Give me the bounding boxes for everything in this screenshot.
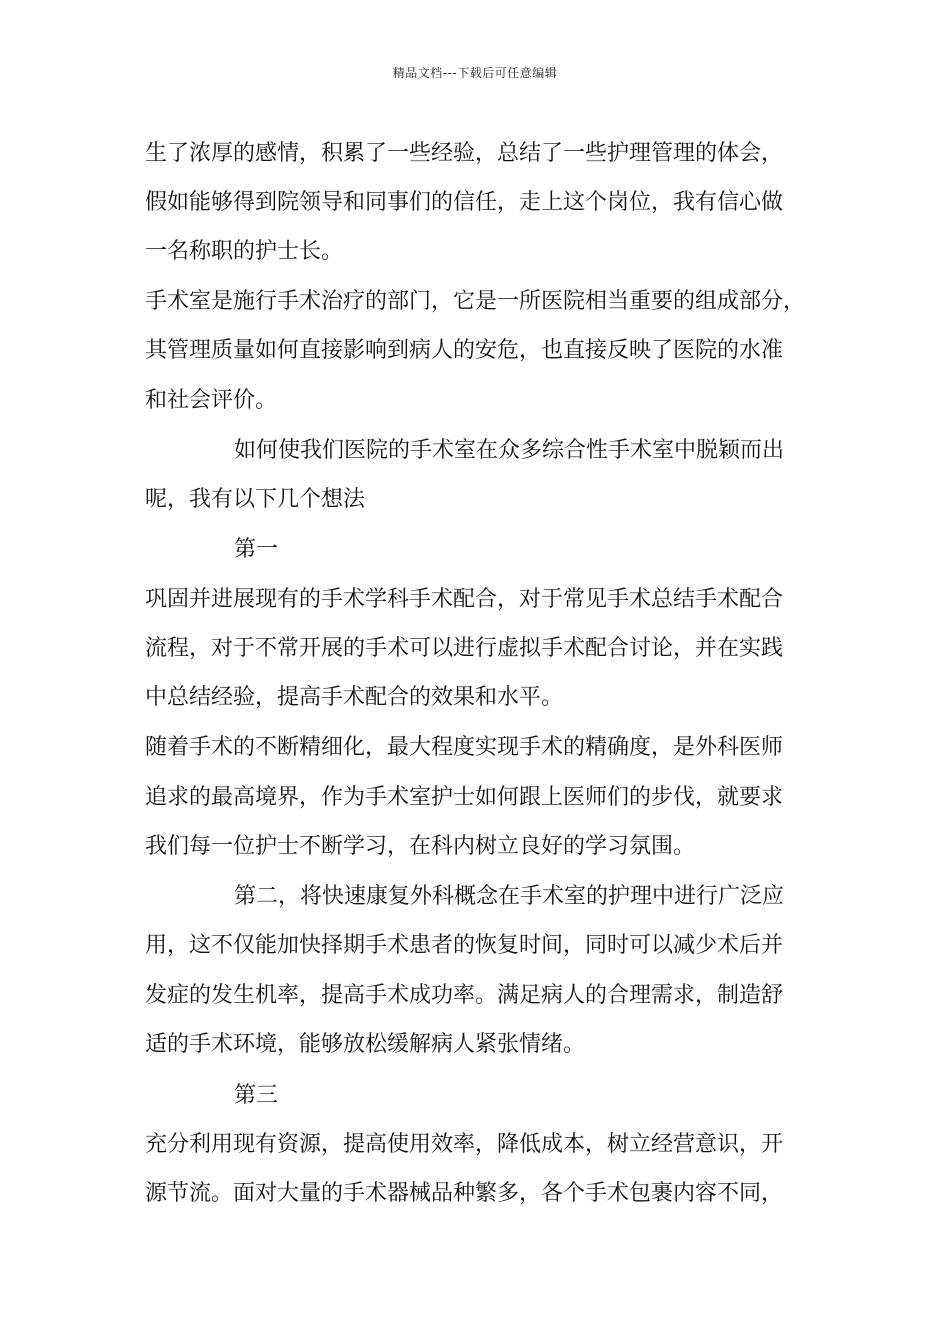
- body-line: 生了浓厚的感情，积累了一些经验，总结了一些护理管理的体会，: [145, 141, 784, 166]
- body-line: 用，这不仅能加快择期手术患者的恢复时间，同时可以减少术后并: [145, 933, 784, 958]
- body-line: 充分利用现有资源，提高使用效率，降低成本，树立经营意识，开: [145, 1132, 784, 1157]
- body-line: 巩固并进展现有的手术学科手术配合，对于常见手术总结手术配合: [145, 587, 784, 612]
- body-line: 随着手术的不断精细化，最大程度实现手术的精确度，是外科医师: [145, 735, 784, 760]
- body-line: 流程，对于不常开展的手术可以进行虚拟手术配合讨论，并在实践: [145, 636, 784, 661]
- body-line: 源节流。面对大量的手术器械品种繁多，各个手术包裹内容不同，: [145, 1181, 784, 1206]
- section-heading: 第一: [234, 537, 279, 562]
- body-line: 适的手术环境，能够放松缓解病人紧张情绪。: [145, 1032, 586, 1057]
- body-line: 假如能够得到院领导和同事们的信任，走上这个岗位，我有信心做: [145, 190, 784, 215]
- body-line: 如何使我们医院的手术室在众多综合性手术室中脱颖而出: [234, 438, 785, 463]
- body-line: 第二，将快速康复外科概念在手术室的护理中进行广泛应: [234, 884, 785, 909]
- body-line: 其管理质量如何直接影响到病人的安危，也直接反映了医院的水准: [145, 338, 784, 363]
- body-line: 发症的发生机率，提高手术成功率。满足病人的合理需求，制造舒: [145, 983, 784, 1008]
- page-header: 精品文档---下载后可任意编辑: [392, 66, 558, 80]
- body-line: 追求的最高境界，作为手术室护士如何跟上医师们的步伐，就要求: [145, 785, 784, 810]
- body-line: 和社会评价。: [145, 388, 278, 413]
- body-line: 一名称职的护士长。: [145, 239, 344, 264]
- body-line: 呢，我有以下几个想法: [145, 487, 366, 512]
- body-line: 手术室是施行手术治疗的部门，它是一所医院相当重要的组成部分，: [145, 289, 806, 314]
- body-line: 中总结经验，提高手术配合的效果和水平。: [145, 685, 564, 710]
- section-heading: 第三: [234, 1083, 279, 1108]
- body-line: 我们每一位护士不断学习，在科内树立良好的学习氛围。: [145, 834, 696, 859]
